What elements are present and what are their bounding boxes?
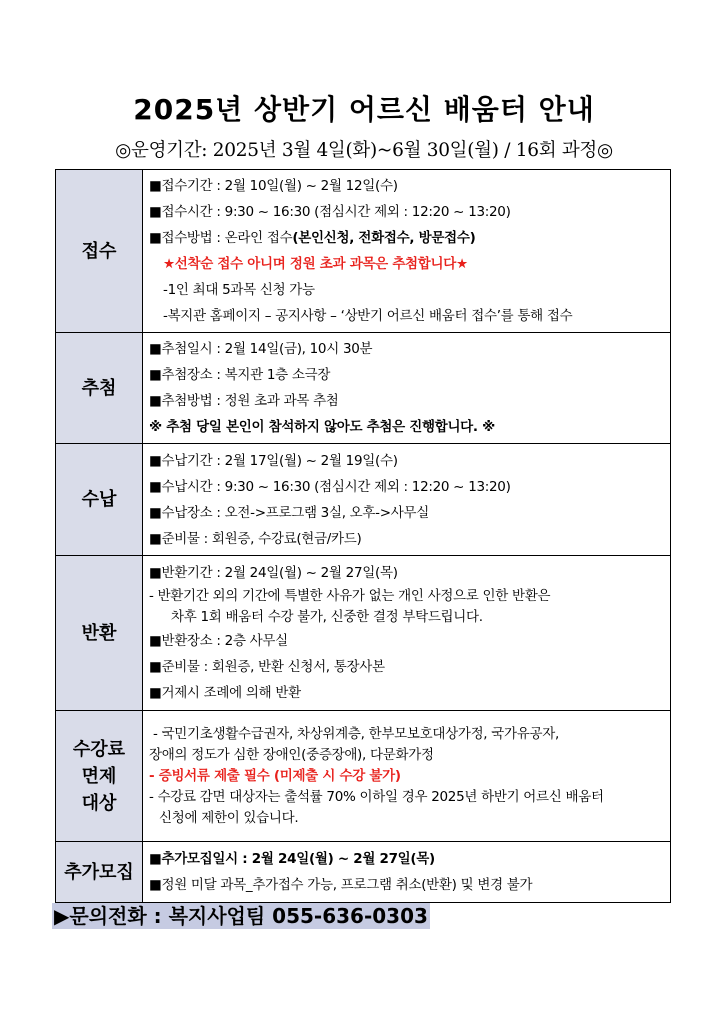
refund-ordinance: ■거제시 조례에 의해 반환 (149, 685, 301, 701)
lottery-header: 추첨 (56, 333, 143, 444)
lottery-notice: ※ 추첨 당일 본인이 참석하지 않아도 추첨은 진행합니다. ※ (149, 419, 495, 435)
exemption-row (56, 711, 671, 842)
exemption-header-line3: 대상 (81, 792, 117, 814)
exemption-header-line2: 면제 (81, 765, 117, 787)
contact-text: 문의전화 : 복지사업팀 055-636-0303 (69, 904, 428, 928)
lottery-date: ■추첨일시 : 2월 14일(금), 10시 30분 (149, 341, 373, 357)
refund-header: 반환 (56, 556, 143, 711)
lottery-body (143, 333, 671, 444)
payment-place: ■수납장소 : 오전->프로그램 3실, 오후->사무실 (149, 504, 429, 521)
exemption-header-line1: 수강료 (72, 738, 126, 760)
reception-method-channels: (본인신청, 전화접수, 방문접수) (292, 230, 476, 246)
refund-row (56, 556, 671, 711)
additional-date: ■추가모집일시 : 2월 24일(월) ~ 2월 27일(목) (149, 851, 435, 867)
info-table (55, 169, 671, 903)
additional-note: ■정원 미달 과목_추가접수 가능, 프로그램 취소(반환) 및 변경 불가 (149, 877, 533, 893)
exemption-attendance-line2: 신청에 제한이 있습니다. (159, 809, 299, 826)
payment-time: ■수납시간 : 9:30 ~ 16:30 (점심시간 제외 : 12:20 ~ 13:20) (149, 478, 511, 495)
payment-row (56, 444, 671, 556)
contact-highlight (52, 903, 430, 929)
exemption-attendance-line1: - 수강료 감면 대상자는 출석률 70% 이하일 경우 2025년 하반기 어르신 배움터 (149, 788, 604, 805)
refund-body (143, 556, 671, 711)
reception-limit-note: -1인 최대 5과목 신청 가능 (163, 282, 315, 298)
additional-row (56, 842, 671, 903)
reception-time: ■접수시간 : 9:30 ~ 16:30 (점심시간 제외 : 12:20 ~ 13:20) (149, 204, 511, 220)
exemption-eligible-line2: 장애의 정도가 심한 장애인(중증장애), 다문화가정 (149, 746, 434, 763)
payment-period: ■수납기간 : 2월 17일(월) ~ 2월 19일(수) (149, 452, 398, 469)
page-title: 2025년 상반기 어르신 배움터 안내 (133, 93, 595, 126)
refund-warning-line2: 차후 1회 배움터 수강 불가, 신중한 결정 부탁드립니다. (171, 609, 483, 625)
reception-method-text: ■접수방법 : 온라인 접수 (149, 230, 293, 246)
refund-period: ■반환기간 : 2월 24일(월) ~ 2월 27일(목) (149, 565, 398, 581)
additional-body (143, 842, 671, 903)
refund-place: ■반환장소 : 2층 사무실 (149, 633, 288, 649)
additional-header: 추가모집 (56, 842, 143, 903)
play-arrow-icon: ▶ (54, 904, 70, 928)
reception-header: 접수 (56, 170, 143, 333)
payment-header: 수납 (56, 444, 143, 556)
exemption-document-notice: - 증빙서류 제출 필수 (미제출 시 수강 불가) (149, 767, 401, 784)
reception-period: ■접수기간 : 2월 10일(월) ~ 2월 12일(수) (149, 178, 398, 194)
contact-line (52, 901, 430, 931)
lottery-row (56, 333, 671, 444)
reception-body (143, 170, 671, 333)
exemption-body (143, 711, 671, 842)
reception-row (56, 170, 671, 333)
reception-homepage-note: -복지관 홈페이지 – 공지사항 – ‘상반기 어르신 배움터 접수’를 통해 접수 (163, 308, 573, 324)
exemption-eligible-line1: - 국민기초생활수급권자, 차상위계층, 한부모보호대상가정, 국가유공자, (153, 725, 559, 742)
payment-body (143, 444, 671, 556)
reception-method (149, 225, 664, 251)
lottery-method: ■추첨방법 : 정원 초과 과목 추첨 (149, 393, 339, 409)
payment-supplies: ■준비물 : 회원증, 수강료(현금/카드) (149, 530, 362, 547)
refund-supplies: ■준비물 : 회원증, 반환 신청서, 통장사본 (149, 659, 385, 675)
reception-lottery-notice: ★선착순 접수 아니며 정원 초과 과목은 추첨합니다★ (163, 256, 468, 272)
operation-period: ◎운영기간: 2025년 3월 4일(화)~6월 30일(월) / 16회 과정◎ (115, 140, 613, 161)
refund-warning-line1: - 반환기간 외의 기간에 특별한 사유가 없는 개인 사정으로 인한 반환은 (149, 588, 551, 604)
exemption-header (56, 711, 143, 842)
lottery-place: ■추첨장소 : 복지관 1층 소극장 (149, 367, 331, 383)
